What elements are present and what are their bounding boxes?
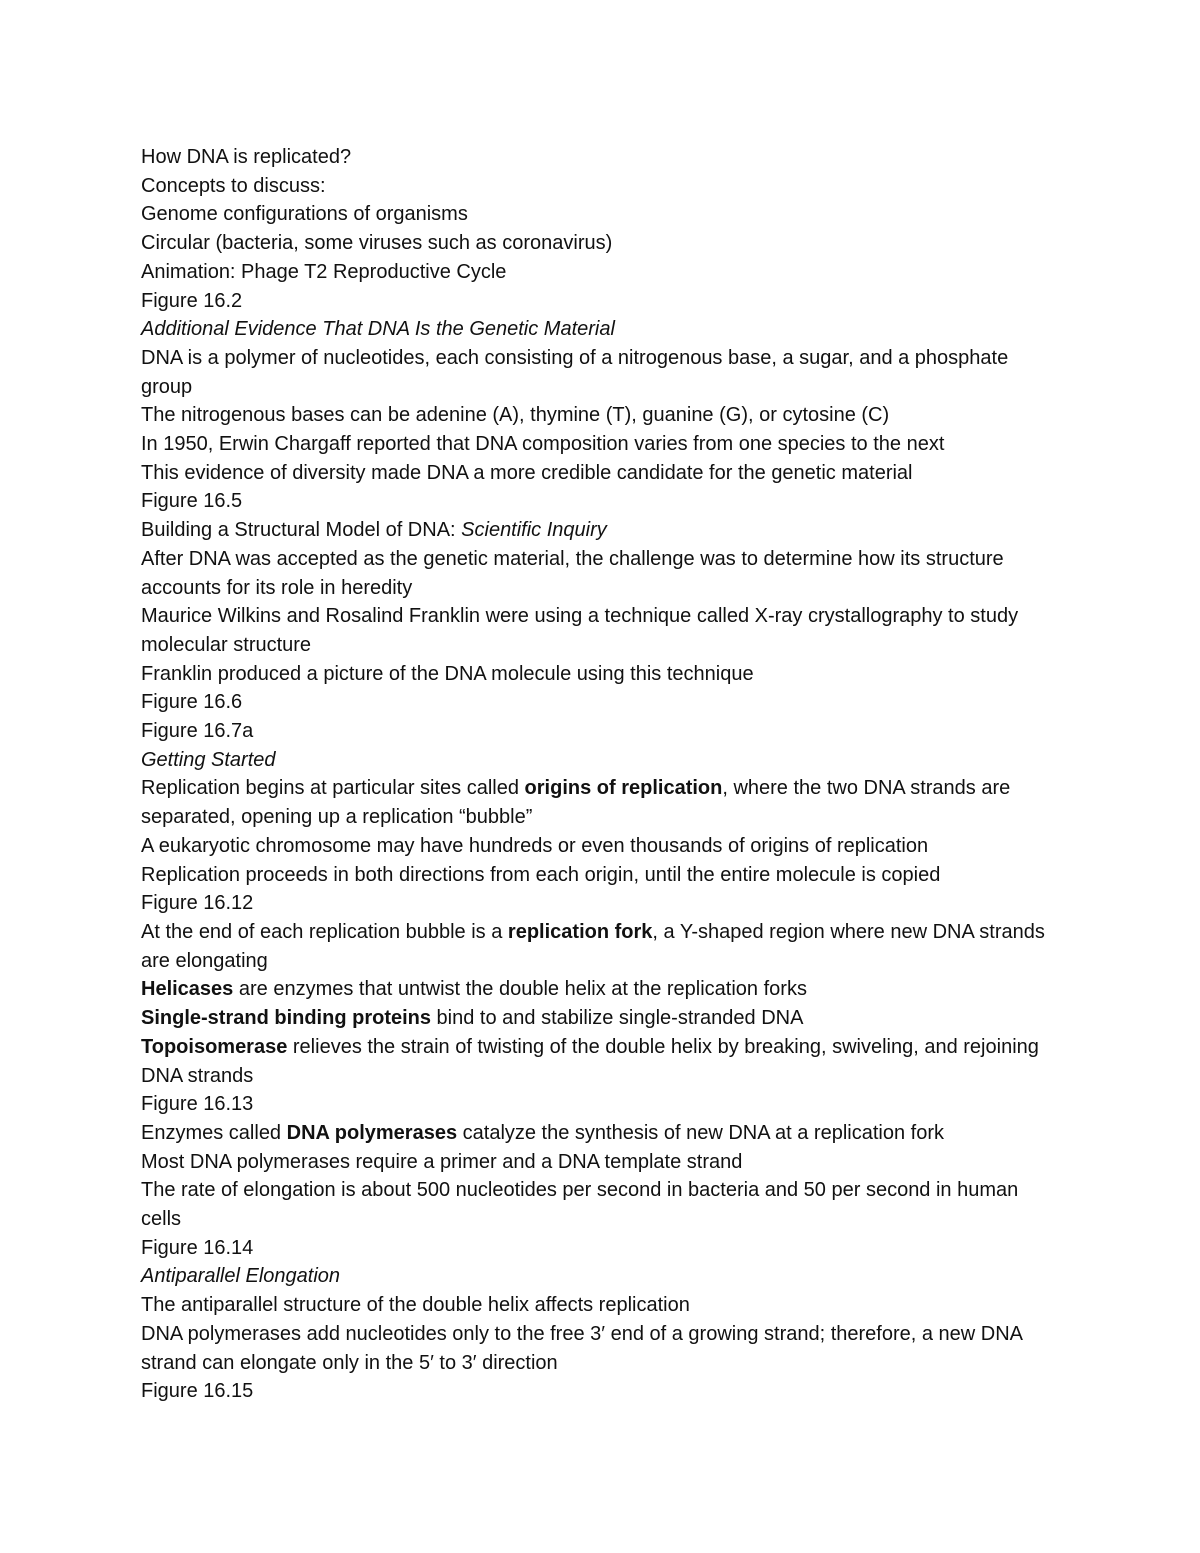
figure-reference: Figure 16.15	[141, 1380, 254, 1403]
figure-reference: Figure 16.5	[141, 490, 243, 513]
text-line: Concepts to discuss:	[141, 174, 326, 197]
text-line	[141, 1004, 1061, 1033]
text-span: bind to and stabilize single-stranded DNA	[431, 1007, 804, 1030]
text-line	[141, 975, 1061, 1004]
text-line: Maurice Wilkins and Rosalind Franklin were using a technique called X-ray crystallography to study molecular structure	[141, 605, 1019, 656]
text-line: After DNA was accepted as the genetic material, the challenge was to determine how its structure accounts for its role in heredity	[141, 547, 1004, 599]
text-line	[141, 516, 1061, 545]
bold-term: replication fork	[507, 920, 653, 943]
text-span: , where the two DNA strands are separated, opening up a replication “bubble”	[141, 777, 1011, 829]
section-heading: Getting Started	[141, 748, 276, 771]
text-line	[141, 918, 1061, 975]
text-line: Replication proceeds in both directions from each origin, until the entire molecule is copied	[141, 863, 941, 886]
text-line: DNA is a polymer of nucleotides, each consisting of a nitrogenous base, a sugar, and a phosphate group	[141, 346, 1009, 398]
text-span: Enzymes called	[141, 1121, 287, 1144]
document-body	[141, 143, 1061, 1406]
text-span: At the end of each replication bubble is a	[141, 920, 508, 943]
text-line: A eukaryotic chromosome may have hundreds or even thousands of origins of replication	[141, 834, 929, 857]
figure-reference: Figure 16.2	[141, 289, 243, 312]
text-line: In 1950, Erwin Chargaff reported that DNA composition varies from one species to the next	[141, 433, 945, 456]
text-line: Genome configurations of organisms	[141, 203, 468, 226]
italic-text: Scientific Inquiry	[461, 519, 607, 542]
figure-reference: Figure 16.12	[141, 892, 254, 915]
text-line	[141, 1033, 1061, 1090]
text-line: The nitrogenous bases can be adenine (A), thymine (T), guanine (G), or cytosine (C)	[141, 404, 890, 427]
bold-term: origins of replication	[524, 777, 723, 800]
text-line	[141, 774, 1061, 831]
text-line: This evidence of diversity made DNA a more credible candidate for the genetic material	[141, 461, 913, 484]
text-line: DNA polymerases add nucleotides only to the free 3′ end of a growing strand; therefore, a new DNA strand can elongate only in the 5′ to 3′ direction	[141, 1322, 1022, 1374]
bold-term: Topoisomerase	[141, 1035, 288, 1058]
figure-reference: Figure 16.14	[141, 1236, 254, 1259]
figure-reference: Figure 16.7a	[141, 720, 254, 743]
text-line: How DNA is replicated?	[141, 146, 352, 168]
bold-term: Single-strand binding proteins	[141, 1007, 431, 1030]
text-span: , a Y-shaped region where new DNA strands are elongating	[141, 920, 1045, 972]
text-line: Animation: Phage T2 Reproductive Cycle	[141, 260, 507, 283]
bold-term: DNA polymerases	[286, 1121, 458, 1144]
bold-term: Helicases	[141, 978, 234, 1001]
figure-reference: Figure 16.6	[141, 691, 243, 714]
text-span: relieves the strain of twisting of the double helix by breaking, swiveling, and rejoining DNA strands	[141, 1035, 1039, 1087]
text-span: catalyze the synthesis of new DNA at a replication fork	[457, 1121, 944, 1144]
figure-reference: Figure 16.13	[141, 1093, 254, 1116]
text-span: Replication begins at particular sites called	[141, 777, 525, 800]
text-span: Building a Structural Model of DNA:	[141, 519, 462, 542]
section-heading: Additional Evidence That DNA Is the Genetic Material	[141, 318, 615, 341]
text-line: The rate of elongation is about 500 nucleotides per second in bacteria and 50 per second in human cells	[141, 1179, 1019, 1231]
text-span: are enzymes that untwist the double helix at the replication forks	[233, 978, 807, 1001]
section-heading: Antiparallel Elongation	[141, 1265, 341, 1288]
text-line: Most DNA polymerases require a primer and a DNA template strand	[141, 1150, 743, 1173]
text-line: The antiparallel structure of the double helix affects replication	[141, 1294, 690, 1317]
text-line	[141, 1119, 1061, 1148]
text-line: Franklin produced a picture of the DNA molecule using this technique	[141, 662, 754, 685]
text-line: Circular (bacteria, some viruses such as coronavirus)	[141, 232, 613, 255]
